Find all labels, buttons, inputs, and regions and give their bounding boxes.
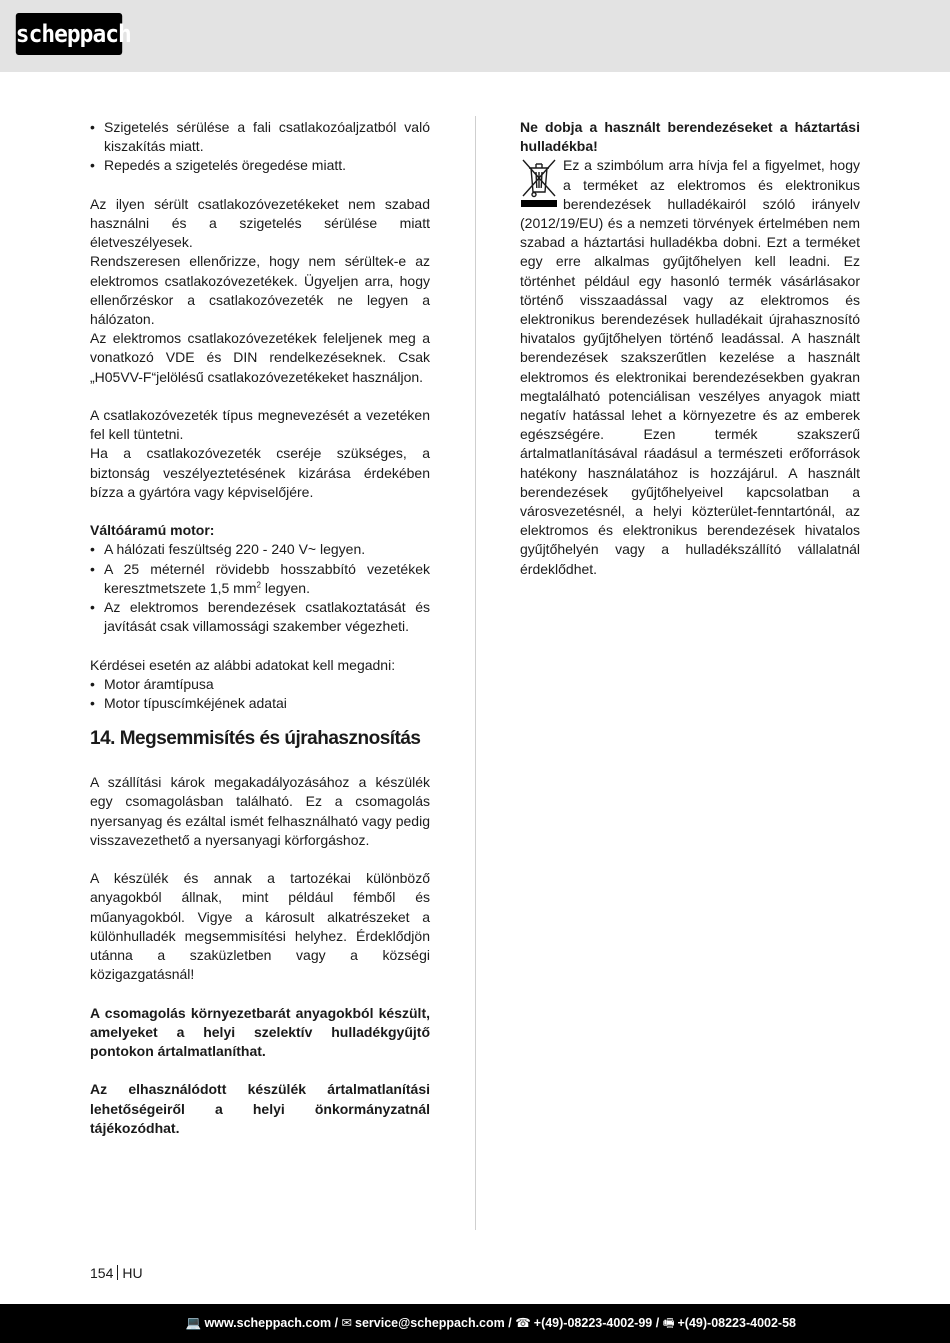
envelope-icon: ✉ [341,1316,352,1330]
list-item-text: A 25 méternél rövidebb hosszabbító vezetékek keresztmetszete 1,5 mm [104,560,430,596]
questions-intro: Kérdései esetén az alábbi adatokat kell megadni: [90,656,396,673]
list-item-text: legyen. [260,579,310,596]
section-title: 14. Megsemmisítés és újrahasznosítás [90,728,421,750]
crossed-out-wheelie-bin-icon [520,156,558,208]
header-bar [0,0,950,72]
paragraph: Az ilyen sérült csatlakozóvezetékeket nem szabad használni és a szigetelés sérülése miatt életveszélyesek. [90,195,430,251]
paragraph: Az elektromos csatlakozóvezetékek feleljenek meg a vonatkozó VDE és DIN rendelkezéseknek. Csak „H05VV-F“jelölésű csatlakozóvezetékeket használjon. [90,330,430,385]
questions-list [90,675,430,713]
paragraph: Ha a csatlakozóvezeték cseréje szükséges, a biztonság veszélyeztetésének kizárása érdekében bízza a gyártóra vagy képviselőjére. [90,445,430,500]
page-language: HU [122,1265,143,1281]
page-number-value: 154 [90,1265,114,1281]
left-column [90,118,430,1138]
footer-separator: / [504,1316,516,1330]
list-item: • Az elektromos berendezések csatlakoztatását és javítását csak villamossági szakember végezheti. [90,598,430,636]
website-link[interactable]: www.scheppach.com [204,1316,332,1330]
weee-body: Ez a szimbólum arra hívja fel a figyelmet, hogy a terméket az elektromos és elektronikus berendezések hulladékairól szóló irányelv (2012/19/EU) és a nemzeti törvények értelmében nem szabad a háztartási hulladékba dobni. Ezt a terméket egy erre alkalmas gyűjtőhelyen kell leadni. Ez történhet például egy hasonló termék vásárlásakor történő visszaadással vagy az elektromos és elektronikus berendezések hulladékait újrahasznosító hivatalos gyűjtőhelyen történő leadással. A használt berendezések szakszerűtlen kezelése a használt elektromos és elektronikai berendezésekben gyakran megtalálható potenciálisan veszélyes anyagok miatt negatív hatással lehet a környezetre és az emberek egészségére. Ezen termék szakszerű ártalmatlanításával ráadásul a természeti erőforrások hatékony használatához is hozzájárul. A használt berendezések gyűjtőhelyeivel kapcsolatban a városvezetésnél, a helyi közterület-fenntartónál, az elektromos és elektronikus berendezések hivatalos gyűjtőhelyén vagy a hulladékszállító vállalatnál érdeklődhet. [520,157,860,577]
footer-separator: / [331,1316,342,1330]
list-item: • Motor típuscímkéjének adatai [90,694,430,713]
paragraph: Rendszeresen ellenőrizze, hogy nem sérültek-e az elektromos csatlakozóvezetékek. Ügyeljen arra, hogy ellenőrzéskor a csatlakozóvezeték ne legyen a hálózaton. [90,253,430,328]
superscript: 2 [256,580,261,590]
weee-section [520,156,860,578]
laptop-icon: 💻 [185,1316,202,1330]
telephone-icon: ☎ [515,1316,531,1330]
column-divider [475,116,476,1230]
bold-notice: A csomagolás környezetbarát anyagokból készült, amelyeket a helyi szelektív hulladékgyűjtő pontokon ártalmatlaníthat. [90,1004,430,1060]
paragraph: A készülék és annak a tartozékai különböző anyagokból állnak, mint például fémből és műanyagokból. Vigye a károsult alkatrészeket a különhulladék megsemmisítési helyhez. Érdeklődjön utánna a szaküzletben vagy a községi közigazgatásnál! [90,870,430,983]
list-item: • Motor áramtípusa [90,675,430,694]
page-number-separator [117,1265,118,1280]
list-item: • Repedés a szigetelés öregedése miatt. [90,156,430,175]
list-item [90,560,430,598]
paragraph: A csatlakozóvezeték típus megnevezését a vezetéken fel kell tüntetni. [90,407,430,443]
motor-heading: Váltóáramú motor: [90,522,215,539]
bold-notice: Az elhasználódott készülék ártalmatlanítási lehetőségeiről a helyi önkormányzatnál tájékozódhat. [90,1081,430,1136]
insulation-damage-list [90,118,430,176]
scheppach-logo: scheppach [16,13,122,55]
motor-list [90,540,430,636]
page-number [90,1264,143,1282]
email-link[interactable]: service@scheppach.com [355,1316,505,1330]
phone-number[interactable]: +(49)-08223-4002-99 [533,1316,653,1330]
paragraph: A szállítási károk megakadályozásához a készülék egy csomagolásban található. Ez a csomagolás nyersanyag és ezáltal ismét felhasználható vagy pedig visszavezethető a nyersanyagi körforgáshoz. [90,774,430,848]
right-column [520,118,860,579]
list-item: • A hálózati feszültség 220 - 240 V~ legyen. [90,540,430,559]
fax-number: +(49)-08223-4002-58 [677,1316,796,1330]
fax-icon: 🖷 [662,1316,675,1330]
list-item: • Szigetelés sérülése a fali csatlakozóaljzatból való kiszakítás miatt. [90,118,430,156]
weee-heading: Ne dobja a használt berendezéseket a háztartási hulladékba! [520,119,860,155]
footer-contacts [186,1304,796,1343]
footer-separator: / [652,1316,663,1330]
footer-bar [0,1304,950,1343]
